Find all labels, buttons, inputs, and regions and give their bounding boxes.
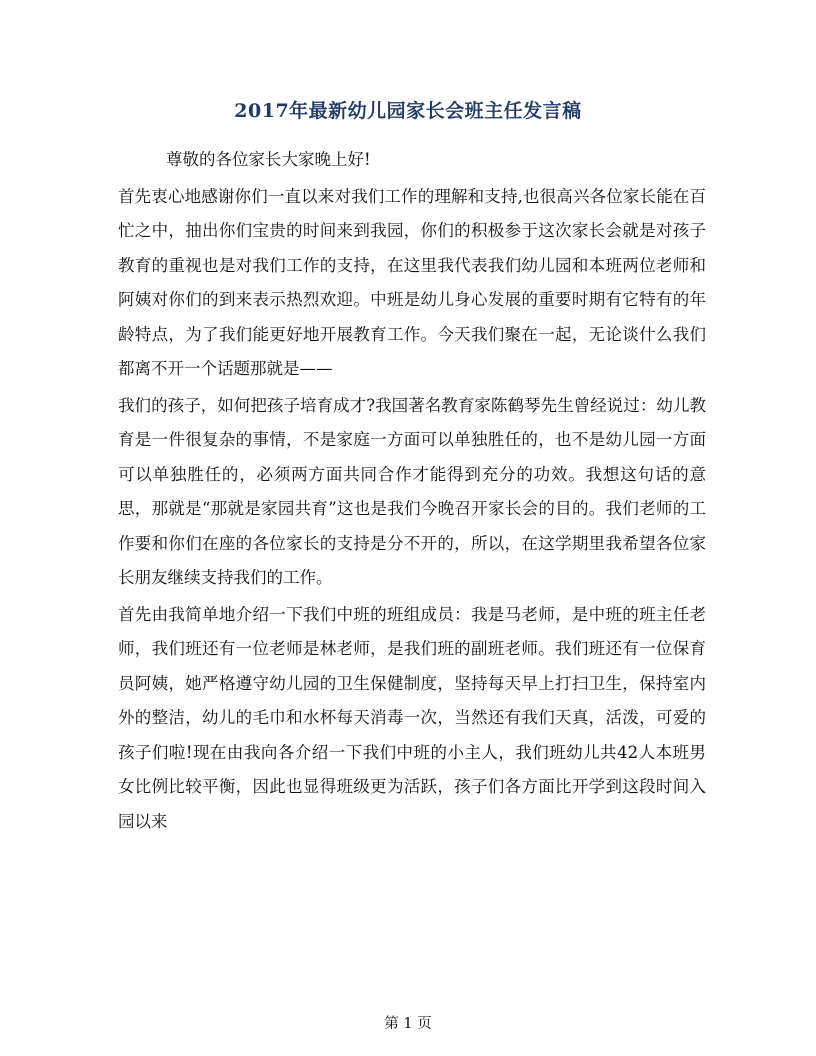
page-number: 第 1 页 [384,1016,432,1032]
paragraph-3: 首先由我简单地介绍一下我们中班的班组成员：我是马老师，是中班的班主任老师，我们班还有一位老师是林老师，是我们班的副班老师。我们班还有一位保育员阿姨，她严格遵守幼儿园的卫生保健制度，坚持每天早上打扫卫生，保持室内外的整洁，幼儿的毛巾和水杯每天消毒一次，当然还有我们天真，活泼，可爱的孩子们啦!现在由我向各介绍一下我们中班的小主人，我们班幼儿共42人本班男女比例比较平衡，因此也显得班级更为活跃，孩子们各方面比开学到这段时间入园以来 [118,604,706,831]
document-body [118,143,706,839]
greeting-line: 尊敬的各位家长大家晚上好! [166,150,371,169]
document-title: 2017年最新幼儿园家长会班主任发言稿 [234,100,582,122]
paragraph-1: 首先衷心地感谢你们一直以来对我们工作的理解和支持,也很高兴各位家长能在百忙之中，抽出你们宝贵的时间来到我园，你们的积极参于这次家长会就是对孩子教育的重视也是对我们工作的支持，在这里我代表我们幼儿园和本班两位老师和阿姨对你们的到来表示热烈欢迎。中班是幼儿身心发展的重要时期有它特有的年龄特点，为了我们能更好地开展教育工作。今天我们聚在一起，无论谈什么我们都离不开一个话题那就是—— [118,186,706,378]
paragraph-2: 我们的孩子，如何把孩子培育成才?我国著名教育家陈鹤琴先生曾经说过：幼儿教育是一件很复杂的事情，不是家庭一方面可以单独胜任的，也不是幼儿园一方面可以单独胜任的，必须两方面共同合作才能得到充分的功效。我想这句话的意思，那就是“那就是家园共育”这也是我们今晚召开家长会的目的。我们老师的工作要和你们在座的各位家长的支持是分不开的，所以，在这学期里我希望各位家长朋友继续支持我们的工作。 [118,395,706,587]
